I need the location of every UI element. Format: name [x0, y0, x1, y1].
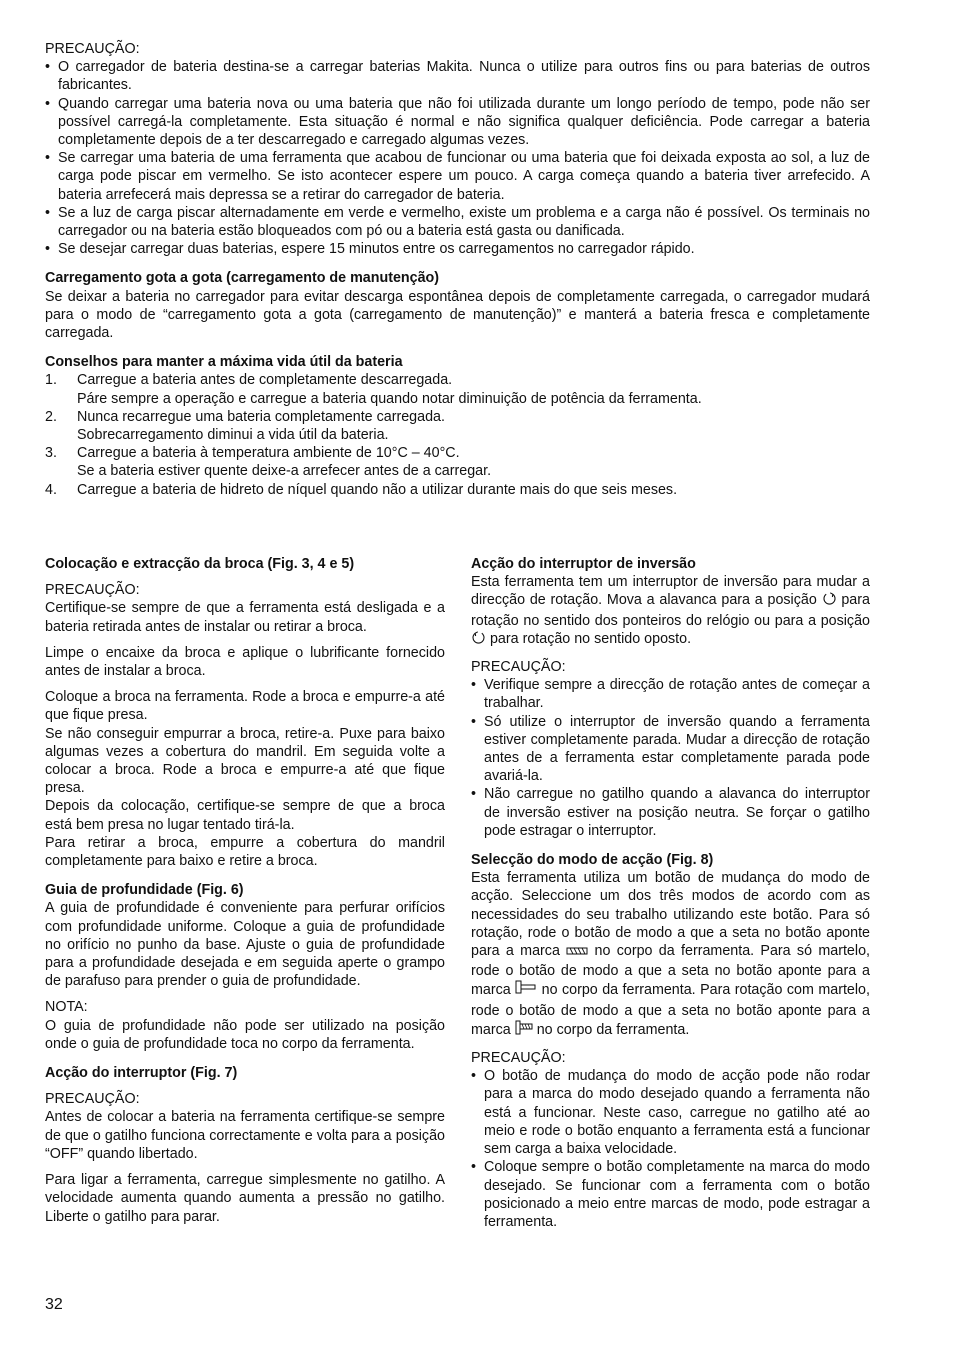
caution-label: PRECAUÇÃO:: [471, 1050, 566, 1067]
paragraph: A guia de profundidade é conveniente para perfurar orifícios com profundidade uniforme. Coloque a guia de profundidade no orifício no punho da base. Ajuste o guia de profundidade para a profundidade desejada e em seguida aperte o grampo de parafuso para prender o guia de profundidade.: [45, 900, 445, 990]
list-item: 1. Carregue a bateria antes de completamente descarregada. Páre sempre a operação e carregue a bateria quando notar diminuição de potência da ferramenta.: [45, 372, 702, 407]
list-item: 2. Nunca recarregue uma bateria completamente carregada. Sobrecarregamento diminui a vida útil da bateria.: [45, 408, 445, 444]
list-item: • Só utilize o interruptor de inversão quando a ferramenta estiver completamente parada. Mudar a direcção de rotação antes de a ferramenta estar completamente parada pode avariá-la.: [471, 713, 870, 785]
list-item: • O carregador de bateria destina-se a carregar baterias Makita. Nunca o utilize para outros fins ou para baterias de outros fabricantes.: [45, 59, 870, 94]
list-item: • Coloque sempre o botão completamente na marca do modo desejado. Se funcionar com a ferramenta com o botão posicionado a meio entre marcas de modo, pode estragar a ferramenta.: [471, 1159, 870, 1230]
section-heading: Colocação e extracção da broca (Fig. 3, 4 e 5): [45, 556, 355, 572]
list-item: • Não carregue no gatilho quando a alavanca do interruptor de inversão estiver na posição neutra. Se forçar o gatilho pode estragar o interruptor.: [471, 786, 870, 839]
paragraph: Para ligar a ferramenta, carregue simplesmente no gatilho. A velocidade aumenta quando aumenta a pressão no gatilho. Liberte o gatilho para parar.: [45, 1172, 445, 1225]
clockwise-arrow-icon: [822, 591, 837, 611]
drill-mark-icon: [566, 944, 588, 962]
top-section: [45, 40, 870, 499]
note-label: NOTA:: [45, 999, 88, 1016]
caution-label: PRECAUÇÃO:: [45, 41, 140, 57]
paragraph: Para retirar a broca, empurre a cobertura do mandril completamente para baixo e retire a broca.: [45, 834, 445, 870]
left-column: [45, 555, 445, 1226]
paragraph: Depois da colocação, certifique-se sempre de que a broca está bem presa no lugar tentado tirá-la.: [45, 798, 445, 833]
paragraph: Antes de colocar a bateria na ferramenta certifique-se sempre de que o gatilho funciona correctamente e volta para a posição “OFF” quando libertado.: [45, 1109, 445, 1162]
caution-label: PRECAUÇÃO:: [45, 1091, 140, 1108]
paragraph: Se deixar a bateria no carregador para evitar descarga espontânea depois de completamente carregada, o carregador mudará para o modo de “carregamento gota a gota (carregamento de manutenção)” e manterá a bateria fresca e completamente carregada.: [45, 288, 870, 342]
rotation-hammer-mark-icon: [515, 1020, 533, 1041]
section-heading: Carregamento gota a gota (carregamento de manutenção): [45, 270, 440, 287]
paragraph: Esta ferramenta tem um interruptor de inversão para mudar a direcção de rotação. Mova a alavanca para a posição para rotação no sentido dos ponteiros do relógio ou para a posição para rotação no sentido oposto.: [471, 573, 870, 650]
page-number: 32: [45, 1296, 63, 1313]
list-item: • Quando carregar uma bateria nova ou uma bateria que não foi utilizada durante um longo período de tempo, pode não ser possível carregá-la completamente. Esta situação é normal e não significa qualquer deficiência. Pode carregar a bateria completamente depois de a ter descarregado e carregado algumas vezes.: [45, 95, 870, 149]
paragraph: Esta ferramenta utiliza um botão de mudança do modo de acção. Seleccione um dos três modos de acordo com as necessidades do seu trabalho utilizando este botão. Para só rotação, rode o botão de modo a que a seta no botão aponte para a marca no corpo da ferramenta. Para só martelo, rode o botão de modo a que a seta no botão aponte para a marca no corpo da ferramenta. Para rotação com martelo, rode o botão de modo a que a seta no botão aponte para a marca no corpo da ferramenta.: [471, 869, 870, 1041]
paragraph: O guia de profundidade não pode ser utilizado na posição onde o guia de profundidade toca no corpo da ferramenta.: [45, 1017, 445, 1052]
paragraph: Coloque a broca na ferramenta. Rode a broca e empurre-a até que fique presa.: [45, 689, 445, 724]
caution-label: PRECAUÇÃO:: [45, 582, 140, 599]
section-heading: Acção do interruptor (Fig. 7): [45, 1065, 238, 1082]
section-heading: Acção do interruptor de inversão: [471, 556, 696, 572]
list-item: 4. Carregue a bateria de hidreto de níquel quando não a utilizar durante mais do que seis meses.: [45, 481, 678, 498]
caution-label: PRECAUÇÃO:: [471, 659, 566, 676]
paragraph: Se não conseguir empurrar a broca, retire-a. Puxe para baixo algumas vezes a cobertura do mandril. Em seguida volte a colocar a broca. Rode a broca e empurre-a até que fique presa.: [45, 725, 445, 797]
list-item: • Verifique sempre a direcção de rotação antes de começar a trabalhar.: [471, 677, 870, 712]
list-item: • O botão de mudança do modo de acção pode não rodar para a marca do modo desejado quando a ferramenta não está a funcionar. Neste caso, carregue no gatilho até ao meio e rode o botão enquanto a ferramenta está a funcionar sem carga a baixa velocidade.: [471, 1068, 870, 1158]
hammer-mark-icon: [515, 980, 537, 1001]
list-item: • Se a luz de carga piscar alternadamente em verde e vermelho, existe um problema e a carga não é possível. Os terminais no carregador ou na bateria estão bloqueados com pó ou a bateria está gasta ou danificada.: [45, 204, 870, 240]
section-heading: Conselhos para manter a máxima vida útil da bateria: [45, 354, 403, 371]
section-heading: Guia de profundidade (Fig. 6): [45, 882, 244, 899]
paragraph: Certifique-se sempre de que a ferramenta está desligada e a bateria retirada antes de instalar ou retirar a broca.: [45, 600, 445, 635]
list-item: • Se carregar uma bateria de uma ferramenta que acabou de funcionar ou uma bateria que foi deixada exposta ao sol, a luz de carga pode piscar em vermelho. Se isto acontecer espere um pouco. A carga começa quando a bateria tiver arrefecido. A bateria arrefecerá mais depressa se a retirar do carregador de bateria.: [45, 150, 870, 203]
right-column: [471, 555, 870, 1231]
list-item: 3. Carregue a bateria à temperatura ambiente de 10°C – 40°C. Se a bateria estiver quente deixe-a arrefecer antes de a carregar.: [45, 445, 492, 480]
section-heading: Selecção do modo de acção (Fig. 8): [471, 852, 714, 869]
paragraph: Limpe o encaixe da broca e aplique o lubrificante fornecido antes de instalar a broca.: [45, 644, 445, 680]
list-item: • Se desejar carregar duas baterias, espere 15 minutos entre os carregamentos no carregador rápido.: [45, 241, 695, 258]
counterclockwise-arrow-icon: [471, 630, 486, 650]
